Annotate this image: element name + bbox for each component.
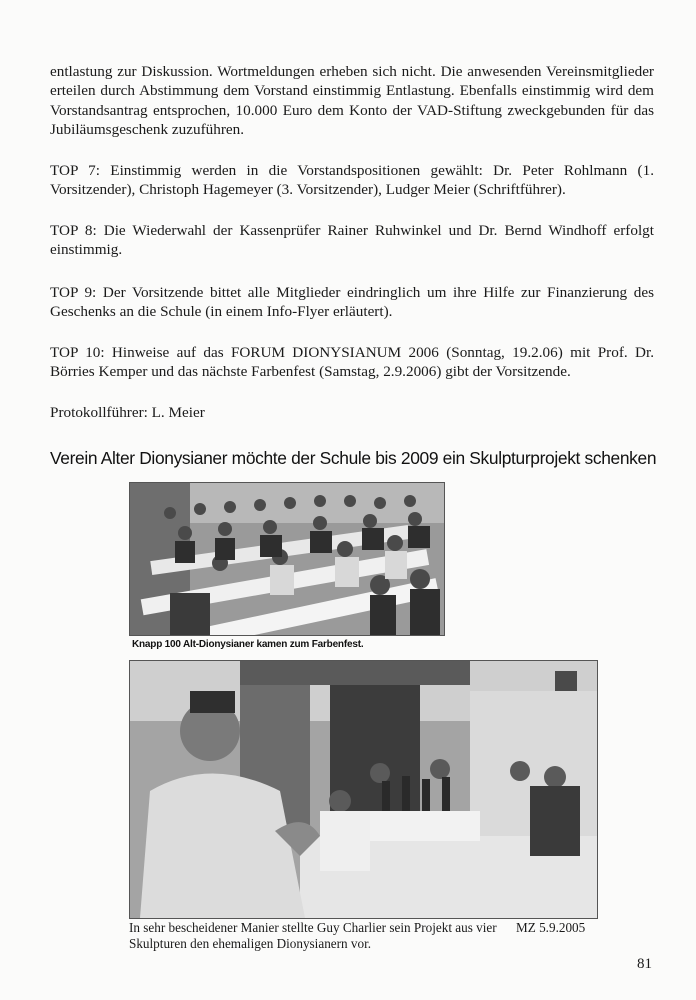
meeting-hall-photo [129, 482, 445, 636]
photo2-caption: In sehr bescheidener Manier stellte Guy Charlier sein Projekt aus vier Skulpturen den ehemaligen Dionysianern vor. [129, 920, 497, 951]
presentation-photo [129, 660, 598, 919]
source-reference: MZ 5.9.2005 [516, 920, 586, 935]
paragraph-top-7: TOP 7: Einstimmig werden in die Vorstandspositionen gewählt: Dr. Peter Rohlmann (1. Vorsitzender), Christoph Hagemeyer (3. Vorsitzender), Ludger Meier (Schriftführer). [50, 162, 654, 199]
photo1-caption: Knapp 100 Alt-Dionysianer kamen zum Farbenfest. [132, 639, 364, 650]
paragraph-top-10: TOP 10: Hinweise auf das FORUM DIONYSIANUM 2006 (Sonntag, 19.2.06) mit Prof. Dr. Börries Kemper und das nächste Farbenfest (Samstag, 2.9.2006) gibt der Vorsitzende. [50, 344, 654, 381]
paragraph-protokollfuehrer: Protokollführer: L. Meier [50, 404, 205, 421]
article-headline: Verein Alter Dionysianer möchte der Schule bis 2009 ein Skulpturprojekt schenken [50, 448, 657, 468]
paragraph-entlastung: entlastung zur Diskussion. Wortmeldungen erheben sich nicht. Die anwesenden Vereinsmitglieder erteilen durch Abstimmung dem Vorstand einstimmig Entlastung. Ebenfalls einstimmig wird dem Vorstandsantrag entsprochen, 10.000 Euro dem Konto der VAD-Stiftung zweckgebunden für das Jubiläumsgeschenk zuzuführen. [50, 63, 654, 139]
paragraph-top-9: TOP 9: Der Vorsitzende bittet alle Mitglieder eindringlich um ihre Hilfe zur Finanzierung des Geschenks an die Schule (in einem Info-Flyer erläutert). [50, 284, 654, 321]
page-number: 81 [637, 956, 652, 972]
paragraph-top-8: TOP 8: Die Wiederwahl der Kassenprüfer Rainer Ruhwinkel und Dr. Bernd Windhoff erfolgt einstimmig. [50, 222, 654, 259]
